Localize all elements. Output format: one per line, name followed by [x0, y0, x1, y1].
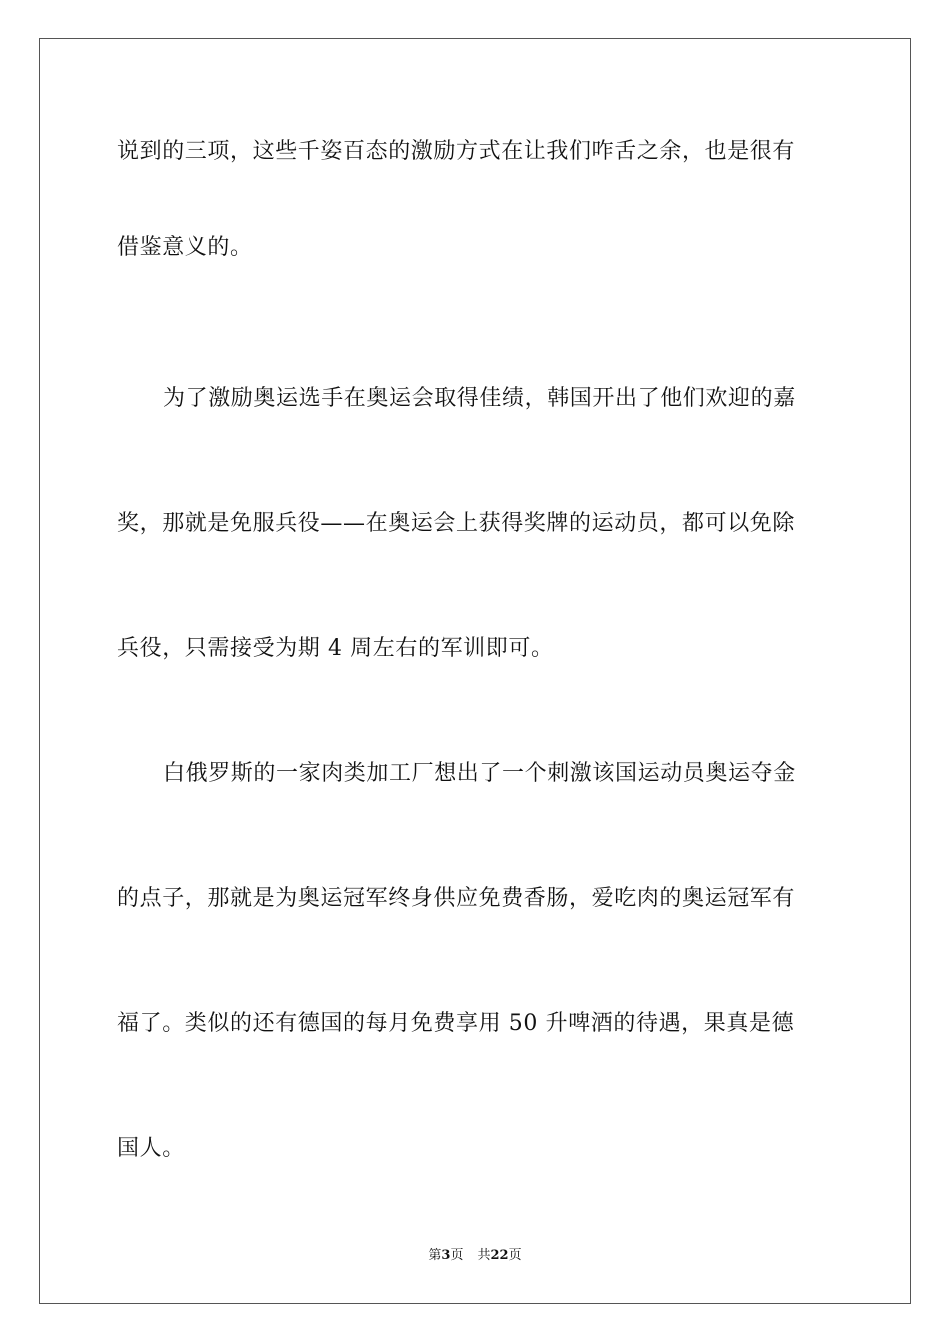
paragraph-line: 福了。类似的还有德国的每月免费享用 50 升啤酒的待遇，果真是德: [117, 1011, 795, 1036]
total-suffix: 页: [508, 1248, 522, 1263]
page-footer: [0, 1247, 950, 1265]
paragraph-line: 说到的三项，这些千姿百态的激励方式在让我们咋舌之余，也是很有: [117, 139, 796, 164]
total-prefix: 共: [477, 1248, 491, 1263]
paragraph-line: 为了激励奥运选手在奥运会取得佳绩，韩国开出了他们欢迎的嘉: [163, 386, 796, 411]
page-border: [39, 38, 911, 1304]
paragraph-line: 借鉴意义的。: [117, 235, 253, 260]
paragraph-line: 的点子，那就是为奥运冠军终身供应免费香肠，爱吃肉的奥运冠军有: [117, 886, 796, 911]
paragraph-line: 奖，那就是免服兵役——在奥运会上获得奖牌的运动员，都可以免除: [117, 511, 796, 536]
page-suffix: 页: [450, 1248, 464, 1263]
paragraph-line: 白俄罗斯的一家肉类加工厂想出了一个刺激该国运动员奥运夺金: [163, 761, 796, 786]
page-number: 3: [441, 1248, 451, 1263]
page-prefix: 第: [428, 1248, 442, 1263]
paragraph-line: 国人。: [117, 1136, 185, 1161]
total-pages: 22: [490, 1248, 509, 1263]
paragraph-line: 兵役，只需接受为期 4 周左右的军训即可。: [117, 636, 554, 661]
